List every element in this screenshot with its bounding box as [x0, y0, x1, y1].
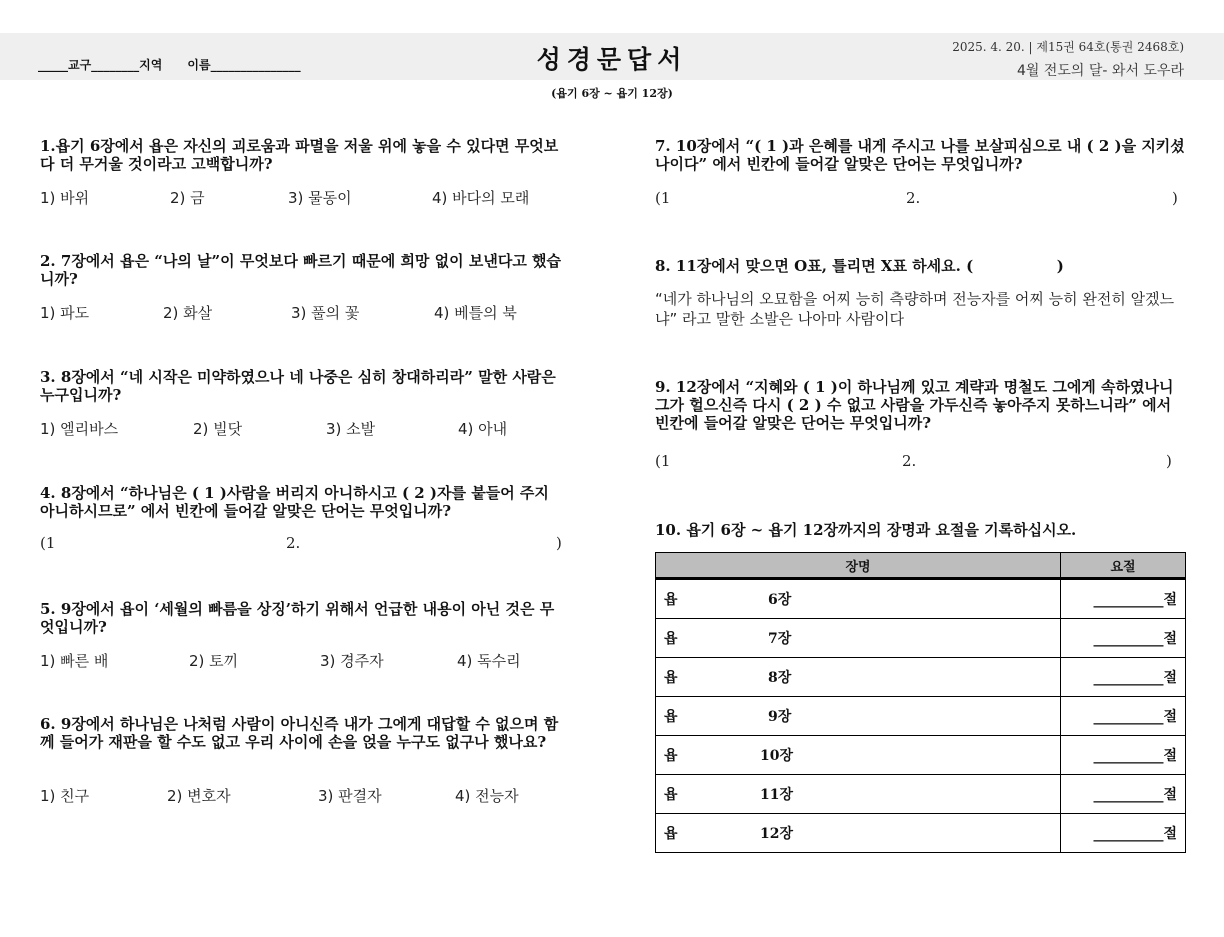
verse-blank[interactable]: __________절: [1061, 736, 1186, 775]
chapter-label: 6장: [768, 592, 792, 608]
q6-option-2: 2) 변호자: [167, 787, 231, 805]
table-row: [656, 619, 1186, 658]
q1-option-3: 3) 물동이: [288, 189, 352, 207]
chapter-cell: [656, 736, 1061, 775]
book-label: 욥: [664, 709, 678, 725]
verse-blank[interactable]: __________절: [1061, 658, 1186, 697]
q5-option-4: 4) 독수리: [457, 652, 521, 670]
book-label: 욥: [664, 826, 678, 842]
book-label: 욥: [664, 787, 678, 803]
verse-blank[interactable]: __________절: [1061, 579, 1186, 619]
q7-blank-1: (1: [655, 189, 671, 207]
q5-option-2: 2) 토끼: [189, 652, 239, 670]
question-9: 9. 12장에서 “지혜와 ( 1 )이 하나님께 있고 계략과 명철도 그에게 속하였나니 그가 헐으신즉 다시 ( 2 ) 수 없고 사람을 가두신즉 놓아주지 못하느니라” 에서 빈칸에 들어갈 알맞은 단어는 무엇입니까?: [655, 378, 1174, 432]
book-label: 욥: [664, 592, 678, 608]
book-label: 욥: [664, 670, 678, 686]
q9-blank-1: (1: [655, 452, 671, 470]
q8-statement: “네가 하나님의 오묘함을 어찌 능히 측량하며 전능자를 어찌 능히 완전히 알겠느냐” 라고 말한 소발은 나아마 사람이다: [655, 290, 1175, 328]
q4-blank-1: (1: [40, 534, 56, 552]
q4-blank-close: ): [556, 534, 562, 552]
q6-option-1: 1) 친구: [40, 787, 90, 805]
q1-option-1: 1) 바위: [40, 189, 90, 207]
verse-blank[interactable]: __________절: [1061, 697, 1186, 736]
scripture-range: (욥기 6장 ~ 욥기 12장): [551, 87, 673, 100]
q3-option-1: 1) 엘리바스: [40, 420, 119, 438]
q9-blank-close: ): [1166, 452, 1172, 470]
table-row: [656, 814, 1186, 853]
header-chapter-name: 장명: [656, 553, 1061, 579]
chapter-label: 11장: [760, 787, 794, 803]
table-row: [656, 697, 1186, 736]
chapter-label: 8장: [768, 670, 792, 686]
verse-blank[interactable]: __________절: [1061, 814, 1186, 853]
q1-option-4: 4) 바다의 모래: [432, 189, 530, 207]
chapter-label: 12장: [760, 826, 794, 842]
chapter-cell: [656, 775, 1061, 814]
q1-option-2: 2) 금: [170, 189, 205, 207]
table-row: [656, 736, 1186, 775]
q2-option-2: 2) 화살: [163, 304, 213, 322]
table-row: [656, 658, 1186, 697]
question-1: 1.욥기 6장에서 욥은 자신의 괴로움과 파멸을 저울 위에 놓을 수 있다면 무엇보다 더 무거울 것이라고 고백합니까?: [40, 137, 559, 173]
q9-blank-2: 2.: [902, 452, 917, 470]
q3-option-4: 4) 아내: [458, 420, 508, 438]
chapter-label: 7장: [768, 631, 792, 647]
book-label: 욥: [664, 631, 678, 647]
verse-blank[interactable]: __________절: [1061, 619, 1186, 658]
q2-option-1: 1) 파도: [40, 304, 90, 322]
table-row: [656, 579, 1186, 619]
question-8: 8. 11장에서 맞으면 O표, 틀리면 X표 하세요. ( ): [655, 257, 1064, 275]
q7-blank-close: ): [1172, 189, 1178, 207]
question-5: 5. 9장에서 욥이 ‘세월의 빠름을 상징’하기 위해서 언급한 내용이 아닌 것은 무엇입니까?: [40, 600, 555, 636]
q2-option-4: 4) 베틀의 북: [434, 304, 517, 322]
chapter-label: 10장: [760, 748, 794, 764]
chapter-cell: [656, 697, 1061, 736]
question-2: 2. 7장에서 욥은 “나의 날”이 무엇보다 빠르기 때문에 희망 없이 보낸다고 했습니까?: [40, 252, 562, 288]
chapter-cell: [656, 579, 1061, 619]
chapter-cell: [656, 658, 1061, 697]
q6-option-4: 4) 전능자: [455, 787, 519, 805]
issue-info: 2025. 4. 20. | 제15권 64호(통권 2468호): [952, 40, 1184, 54]
header-key-verse: 요절: [1061, 553, 1186, 579]
q5-option-1: 1) 빠른 배: [40, 652, 109, 670]
q7-blank-2: 2.: [906, 189, 921, 207]
book-label: 욥: [664, 748, 678, 764]
name-fields: _____교구________지역 이름_______________: [38, 58, 301, 72]
q3-option-3: 3) 소발: [326, 420, 376, 438]
question-6: 6. 9장에서 하나님은 나처럼 사람이 아니신즉 내가 그에게 대답할 수 없으며 함께 들어가 재판을 할 수도 없고 우리 사이에 손을 얹을 누구도 없구나 했나요?: [40, 715, 559, 751]
q3-option-2: 2) 빌닷: [193, 420, 243, 438]
page-title: 성경문답서: [536, 45, 688, 74]
table-header-row: [656, 553, 1186, 579]
q4-blank-2: 2.: [286, 534, 301, 552]
verse-blank[interactable]: __________절: [1061, 775, 1186, 814]
q2-option-3: 3) 풀의 꽃: [291, 304, 360, 322]
q6-option-3: 3) 판결자: [318, 787, 382, 805]
question-4: 4. 8장에서 “하나님은 ( 1 )사람을 버리지 아니하시고 ( 2 )자를 붙들어 주지 아니하시므로” 에서 빈칸에 들어갈 알맞은 단어는 무엇입니까?: [40, 484, 549, 520]
question-10: 10. 욥기 6장 ~ 욥기 12장까지의 장명과 요절을 기록하십시오.: [655, 521, 1077, 539]
q5-option-3: 3) 경주자: [320, 652, 384, 670]
chapter-verse-table: [655, 552, 1186, 853]
table-row: [656, 775, 1186, 814]
question-3: 3. 8장에서 “네 시작은 미약하였으나 네 나중은 심히 창대하리라” 말한 사람은 누구입니까?: [40, 368, 556, 404]
question-7: 7. 10장에서 “( 1 )과 은혜를 내게 주시고 나를 보살피심으로 내 ( 2 )을 지키셨나이다” 에서 빈칸에 들어갈 알맞은 단어는 무엇입니까?: [655, 137, 1185, 173]
chapter-cell: [656, 814, 1061, 853]
monthly-theme: 4월 전도의 달- 와서 도우라: [1017, 63, 1184, 79]
chapter-label: 9장: [768, 709, 792, 725]
chapter-cell: [656, 619, 1061, 658]
